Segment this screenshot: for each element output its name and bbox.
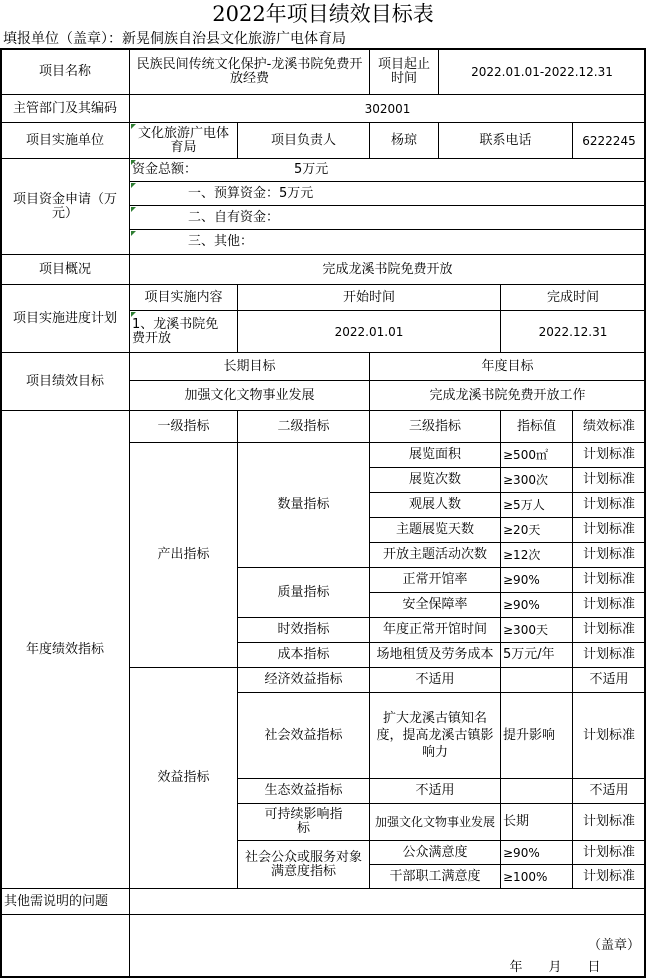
output-indicator: 产出指标 bbox=[157, 547, 210, 562]
quantity-indicator: 数量指标 bbox=[277, 497, 330, 512]
table-row-value: ≥90% bbox=[503, 573, 540, 587]
table-row-l3: 展览次数 bbox=[408, 472, 461, 487]
notes-label: 其他需说明的问题 bbox=[4, 893, 109, 909]
long-term-value: 加强文化文物事业发展 bbox=[184, 387, 315, 403]
table-row-standard: 计划标准 bbox=[582, 844, 635, 860]
table-row-value: ≥90% bbox=[503, 845, 540, 860]
table-row-l3: 开放主题活动次数 bbox=[382, 547, 487, 562]
long-term-label: 长期目标 bbox=[223, 358, 276, 374]
economic-indicator: 经济效益指标 bbox=[264, 672, 343, 687]
table-row-standard: 计划标准 bbox=[582, 572, 635, 587]
table-row-standard: 计划标准 bbox=[582, 622, 635, 637]
overview-value: 完成龙溪书院免费开放 bbox=[322, 261, 453, 277]
cell-marker bbox=[131, 183, 136, 188]
leader-value: 杨琼 bbox=[390, 132, 417, 148]
cell-marker bbox=[131, 207, 136, 212]
phone-label: 联系电话 bbox=[479, 132, 532, 148]
table-row-standard: 计划标准 bbox=[582, 472, 635, 487]
table-row-standard: 计划标准 bbox=[582, 597, 635, 612]
col-header-level1: 一级指标 bbox=[157, 418, 210, 434]
page-title: 2022年项目绩效目标表 bbox=[212, 2, 434, 26]
leader-label: 项目负责人 bbox=[270, 132, 336, 148]
col-header-level2: 二级指标 bbox=[277, 418, 330, 434]
table-row-value bbox=[501, 668, 572, 692]
table-row-value bbox=[501, 779, 572, 803]
stamp-label: （盖章） bbox=[588, 938, 641, 953]
funds-total-value: 5万元 bbox=[294, 162, 329, 177]
cell-marker bbox=[131, 231, 136, 236]
table-row-standard: 计划标准 bbox=[582, 447, 635, 462]
reporting-unit: 填报单位（盖章）：新晃侗族自治县文化旅游广电体育局 bbox=[3, 31, 346, 47]
table-row-value: 长期 bbox=[503, 814, 530, 829]
table-row-value: ≥300次 bbox=[503, 473, 548, 487]
table-row-value: ≥300天 bbox=[503, 623, 548, 637]
col-header-standard: 绩效标准 bbox=[582, 418, 635, 434]
table-row-standard: 计划标准 bbox=[582, 814, 635, 829]
funds-label: 项目资金申请（万元） bbox=[13, 191, 118, 221]
table-row-l3: 正常开馆率 bbox=[402, 572, 468, 587]
table-row-value: ≥100% bbox=[503, 869, 548, 884]
impl-unit-label: 项目实施单位 bbox=[25, 132, 104, 148]
table-row-standard: 计划标准 bbox=[582, 497, 635, 512]
table-row-standard: 计划标准 bbox=[582, 522, 635, 537]
table-row-l3: 场地租赁及劳务成本 bbox=[376, 647, 494, 662]
col-header-level3: 三级指标 bbox=[408, 418, 461, 434]
funds-other: 三、其他： bbox=[188, 234, 254, 249]
sustainable-indicator: 可持续影响指标 bbox=[264, 807, 343, 836]
quality-indicator: 质量指标 bbox=[277, 584, 330, 600]
satisfaction-indicator: 社会公众或服务对象满意度指标 bbox=[244, 849, 362, 879]
table-row-l3: 加强文化文物事业发展 bbox=[374, 815, 495, 829]
table-row-value: ≥12次 bbox=[503, 548, 541, 562]
plan-header-content: 项目实施内容 bbox=[144, 289, 223, 305]
table-row-value: ≥5万人 bbox=[503, 498, 545, 512]
project-period-value: 2022.01.01-2022.12.31 bbox=[471, 64, 613, 79]
table-row-standard: 计划标准 bbox=[582, 647, 635, 662]
table-row-l3: 干部职工满意度 bbox=[389, 868, 481, 884]
plan-end: 2022.12.31 bbox=[538, 324, 608, 339]
table-row-value: ≥500㎡ bbox=[503, 448, 548, 462]
table-row-l3: 不适用 bbox=[415, 783, 455, 798]
project-name-value: 民族民间传统文化保护-龙溪书院免费开放经费 bbox=[136, 56, 363, 86]
benefit-indicator: 效益指标 bbox=[157, 770, 210, 785]
table-row-l3: 安全保障率 bbox=[402, 597, 468, 612]
plan-label: 项目实施进度计划 bbox=[12, 310, 117, 326]
table-row-value: 5万元/年 bbox=[503, 647, 555, 662]
table-row-value: 提升影响 bbox=[503, 727, 556, 743]
ecological-indicator: 生态效益指标 bbox=[264, 783, 343, 798]
table-row-standard: 不适用 bbox=[589, 783, 629, 798]
indicators-label: 年度绩效指标 bbox=[25, 641, 104, 657]
table-row-l3: 年度正常开馆时间 bbox=[382, 622, 487, 637]
table-row-l3: 主题展览天数 bbox=[395, 522, 474, 537]
plan-header-end: 完成时间 bbox=[546, 289, 599, 305]
table-row-standard: 不适用 bbox=[589, 672, 629, 687]
social-indicator: 社会效益指标 bbox=[264, 727, 343, 743]
goals-label: 项目绩效目标 bbox=[25, 373, 104, 389]
table-row-standard: 计划标准 bbox=[582, 868, 635, 884]
project-period-label: 项目起止时间 bbox=[378, 56, 431, 86]
col-header-value: 指标值 bbox=[516, 418, 556, 434]
dept-value: 302001 bbox=[364, 101, 411, 116]
date-label: 年 月 日 bbox=[509, 960, 601, 975]
dept-label: 主管部门及其编码 bbox=[12, 100, 117, 116]
annual-value: 完成龙溪书院免费开放工作 bbox=[429, 387, 586, 403]
cost-indicator: 成本指标 bbox=[277, 647, 330, 662]
table-row-standard: 计划标准 bbox=[582, 727, 635, 743]
table-row-value: ≥20天 bbox=[503, 523, 541, 537]
table-row-standard: 计划标准 bbox=[582, 547, 635, 562]
annual-label: 年度目标 bbox=[481, 358, 534, 374]
plan-start: 2022.01.01 bbox=[334, 324, 404, 339]
funds-budget: 一、预算资金：5万元 bbox=[188, 185, 314, 201]
funds-total-label: 资金总额： bbox=[132, 162, 198, 177]
plan-content: 1、龙溪书院免费开放 bbox=[132, 316, 219, 346]
timeliness-indicator: 时效指标 bbox=[277, 622, 330, 637]
project-name-label: 项目名称 bbox=[38, 63, 91, 79]
table-row-l3: 展览面积 bbox=[408, 447, 461, 462]
table-row-value: ≥90% bbox=[503, 598, 540, 612]
phone-value: 6222245 bbox=[582, 133, 636, 148]
table-row-l3: 观展人数 bbox=[408, 497, 461, 512]
overview-label: 项目概况 bbox=[38, 261, 91, 277]
plan-header-start: 开始时间 bbox=[342, 289, 395, 305]
impl-unit-value: 文化旅游广电体育局 bbox=[137, 125, 229, 155]
table-row-l3: 公众满意度 bbox=[402, 844, 468, 860]
table-row-l3: 不适用 bbox=[415, 672, 455, 687]
table-row-l3: 扩大龙溪古镇知名度，提高龙溪古镇影响力 bbox=[376, 711, 494, 760]
funds-own: 二、自有资金： bbox=[188, 209, 280, 225]
